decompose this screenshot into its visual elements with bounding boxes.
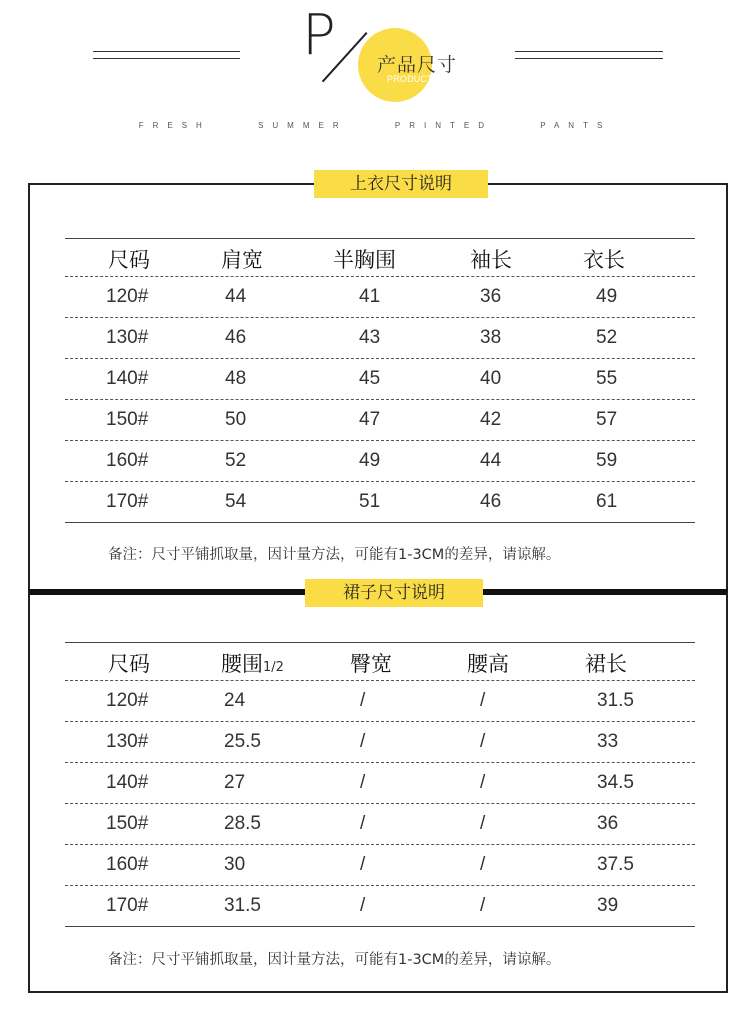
- table-cell: /: [360, 772, 366, 793]
- table-cell: 170#: [106, 491, 149, 512]
- table-row: [65, 359, 695, 400]
- table-cell: 51: [359, 491, 381, 512]
- table-cell: 25.5: [224, 731, 261, 752]
- skirt-size-note: 备注：尺寸平铺抓取量，因计量方法，可能有1-3CM的差异，请谅解。: [108, 952, 561, 968]
- tagline-word: FRESH: [138, 121, 211, 130]
- table-cell: /: [360, 731, 366, 752]
- tagline-word: SUMMER: [258, 121, 348, 130]
- table-cell: 160#: [106, 854, 149, 875]
- header-decor-lines-left: [93, 51, 240, 59]
- column-header: 腰高: [467, 652, 509, 676]
- table-cell: 27: [224, 772, 246, 793]
- page-title: 产品尺寸: [377, 54, 458, 76]
- table-cell: /: [480, 690, 486, 711]
- table-cell: 61: [596, 491, 618, 512]
- top-size-table: [65, 238, 695, 523]
- table-cell: 33: [597, 731, 619, 752]
- table-cell: /: [360, 854, 366, 875]
- table-cell: 52: [596, 327, 618, 348]
- table-cell: 41: [359, 286, 381, 307]
- table-cell: 48: [225, 368, 247, 389]
- skirt-size-table: [65, 642, 695, 927]
- table-cell: 150#: [106, 813, 149, 834]
- header-decor-lines-right: [515, 51, 663, 59]
- table-cell: 170#: [106, 895, 149, 916]
- table-cell: 47: [359, 409, 381, 430]
- table-cell: 130#: [106, 327, 149, 348]
- table-cell: 46: [480, 491, 502, 512]
- table-row: [65, 845, 695, 886]
- table-cell: /: [360, 813, 366, 834]
- column-header: 裙长: [585, 652, 627, 676]
- column-header-text: 腰围: [221, 652, 263, 676]
- table-cell: /: [480, 772, 486, 793]
- table-cell: /: [360, 895, 366, 916]
- table-cell: 120#: [106, 286, 149, 307]
- table-row: [65, 400, 695, 441]
- column-header: 臀宽: [350, 652, 392, 676]
- table-cell: /: [480, 731, 486, 752]
- table-cell: 39: [597, 895, 619, 916]
- table-cell: 34.5: [597, 772, 634, 793]
- column-header: 尺码: [108, 248, 150, 272]
- column-header: 肩宽: [221, 248, 263, 272]
- table-cell: 36: [597, 813, 619, 834]
- table-cell: 24: [224, 690, 246, 711]
- table-cell: 160#: [106, 450, 149, 471]
- skirt-section-badge: 裙子尺寸说明: [305, 579, 483, 607]
- table-cell: 140#: [106, 368, 149, 389]
- table-cell: /: [480, 854, 486, 875]
- tagline-word: PRINTED: [394, 121, 493, 130]
- column-header: 衣长: [583, 248, 625, 272]
- table-cell: 46: [225, 327, 247, 348]
- top-size-note: 备注：尺寸平铺抓取量，因计量方法，可能有1-3CM的差异，请谅解。: [108, 547, 561, 563]
- table-row: [65, 722, 695, 763]
- table-row: [65, 681, 695, 722]
- table-cell: 30: [224, 854, 246, 875]
- table-row: [65, 763, 695, 804]
- table-cell: 59: [596, 450, 618, 471]
- table-cell: 45: [359, 368, 381, 389]
- table-cell: 31.5: [224, 895, 261, 916]
- table-cell: 55: [596, 368, 618, 389]
- table-cell: 49: [596, 286, 618, 307]
- page-subtitle: PRODUCT SIZE: [387, 74, 457, 84]
- table-cell: 130#: [106, 731, 149, 752]
- tagline: [0, 121, 750, 130]
- table-cell: 28.5: [224, 813, 261, 834]
- table-row: [65, 277, 695, 318]
- table-cell: /: [480, 813, 486, 834]
- table-cell: 150#: [106, 409, 149, 430]
- table-cell: 120#: [106, 690, 149, 711]
- column-header: 尺码: [108, 652, 150, 676]
- table-cell: 140#: [106, 772, 149, 793]
- table-cell: 50: [225, 409, 247, 430]
- table-cell: 44: [225, 286, 247, 307]
- tagline-word: PANTS: [540, 121, 612, 130]
- table-cell: 57: [596, 409, 618, 430]
- table-cell: /: [360, 690, 366, 711]
- table-cell: 54: [225, 491, 247, 512]
- table-cell: 49: [359, 450, 381, 471]
- table-row: [65, 482, 695, 523]
- column-header: 袖长: [470, 248, 512, 272]
- column-header: 半胸围: [333, 248, 396, 272]
- table-cell: 36: [480, 286, 502, 307]
- table-row: [65, 441, 695, 482]
- table-header-row: [65, 238, 695, 277]
- table-cell: 31.5: [597, 690, 634, 711]
- table-cell: 38: [480, 327, 502, 348]
- table-cell: 52: [225, 450, 247, 471]
- table-row: [65, 886, 695, 927]
- table-cell: 42: [480, 409, 502, 430]
- table-cell: /: [480, 895, 486, 916]
- table-header-row: [65, 642, 695, 681]
- column-header-suffix: 1/2: [263, 660, 284, 675]
- table-row: [65, 804, 695, 845]
- table-row: [65, 318, 695, 359]
- table-cell: 40: [480, 368, 502, 389]
- table-cell: 37.5: [597, 854, 634, 875]
- table-cell: 43: [359, 327, 381, 348]
- top-section-badge: 上衣尺寸说明: [314, 170, 488, 198]
- header-big-letter: P: [302, 3, 336, 68]
- table-cell: 44: [480, 450, 502, 471]
